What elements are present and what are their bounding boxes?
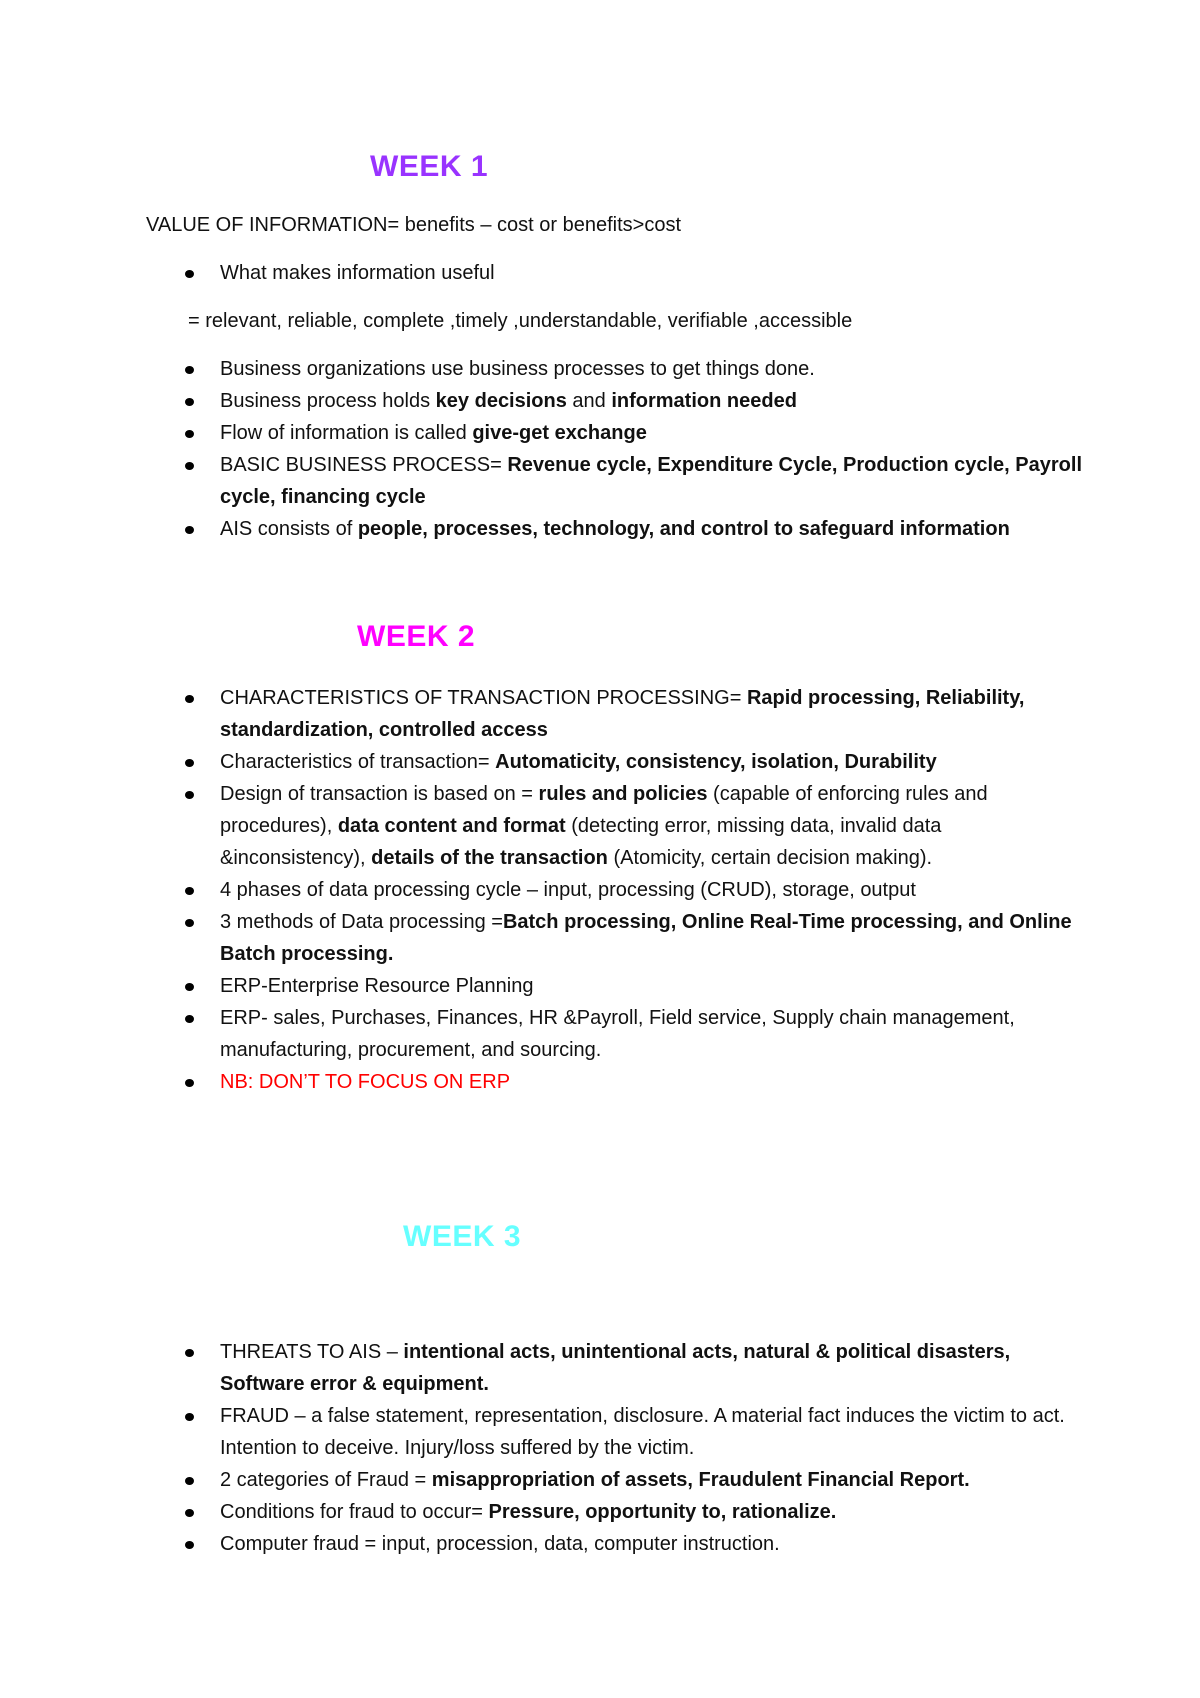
bullet-icon: [185, 430, 194, 438]
bullet-icon: [185, 366, 194, 374]
list-item: CHARACTERISTICS OF TRANSACTION PROCESSING= Rapid processing, Reliability, standardization, controlled access: [185, 682, 1085, 746]
list-item: BASIC BUSINESS PROCESS= Revenue cycle, Expenditure Cycle, Production cycle, Payroll cycle, financing cycle: [185, 449, 1085, 513]
bullet-icon: [185, 1509, 194, 1517]
bullet-icon: [185, 1015, 194, 1023]
bullet-icon: [185, 1541, 194, 1549]
list-item: Conditions for fraud to occur= Pressure, opportunity to, rationalize.: [185, 1496, 1085, 1528]
bullet-icon: [185, 695, 194, 703]
bullet-icon: [185, 759, 194, 767]
list-item: Business organizations use business processes to get things done.: [185, 353, 1085, 385]
list-item: Business process holds key decisions and information needed: [185, 385, 1085, 417]
list-item: 3 methods of Data processing =Batch processing, Online Real-Time processing, and Online Batch processing.: [185, 906, 1085, 970]
bullet-icon: [185, 398, 194, 406]
list-item: Flow of information is called give-get exchange: [185, 417, 1085, 449]
value-of-information-line: VALUE OF INFORMATION= benefits – cost or benefits>cost: [146, 214, 681, 236]
bullet-icon: [185, 1349, 194, 1357]
list-item: 2 categories of Fraud = misappropriation of assets, Fraudulent Financial Report.: [185, 1464, 1085, 1496]
week2-list: [185, 682, 1085, 1098]
list-item: ERP- sales, Purchases, Finances, HR &Payroll, Field service, Supply chain management, manufacturing, procurement, and sourcing.: [185, 1002, 1085, 1066]
week1-list-a: [185, 257, 1085, 289]
bullet-icon: [185, 1079, 194, 1087]
bullet-icon: [185, 791, 194, 799]
list-item: FRAUD – a false statement, representation, disclosure. A material fact induces the victim to act. Intention to deceive. Injury/loss suffered by the victim.: [185, 1400, 1085, 1464]
week2-heading: WEEK 2: [357, 620, 476, 653]
bullet-icon: [185, 983, 194, 991]
bullet-icon: [185, 919, 194, 927]
list-item: 4 phases of data processing cycle – input, processing (CRUD), storage, output: [185, 874, 1085, 906]
week3-list: [185, 1336, 1085, 1560]
list-item: Computer fraud = input, procession, data, computer instruction.: [185, 1528, 1085, 1560]
bullet-icon: [185, 270, 194, 278]
list-item: Characteristics of transaction= Automaticity, consistency, isolation, Durability: [185, 746, 1085, 778]
qualities-line: = relevant, reliable, complete ,timely ,understandable, verifiable ,accessible: [188, 310, 853, 332]
list-item: THREATS TO AIS – intentional acts, unintentional acts, natural & political disasters, Software error & equipment.: [185, 1336, 1085, 1400]
list-item: ERP-Enterprise Resource Planning: [185, 970, 1085, 1002]
list-item: AIS consists of people, processes, technology, and control to safeguard information: [185, 513, 1085, 545]
bullet-icon: [185, 1477, 194, 1485]
list-item: What makes information useful: [185, 257, 1085, 289]
week1-heading: WEEK 1: [370, 150, 489, 183]
bullet-icon: [185, 526, 194, 534]
bullet-icon: [185, 462, 194, 470]
bullet-icon: [185, 887, 194, 895]
week1-list-b: [185, 353, 1085, 545]
bullet-icon: [185, 1413, 194, 1421]
list-item: Design of transaction is based on = rules and policies (capable of enforcing rules and procedures), data content and format (detecting error, missing data, invalid data &inconsistency), details of the transaction (Atomicity, certain decision making).: [185, 778, 1085, 874]
list-item-note: NB: DON’T TO FOCUS ON ERP: [185, 1066, 1085, 1098]
week3-heading: WEEK 3: [403, 1220, 522, 1253]
